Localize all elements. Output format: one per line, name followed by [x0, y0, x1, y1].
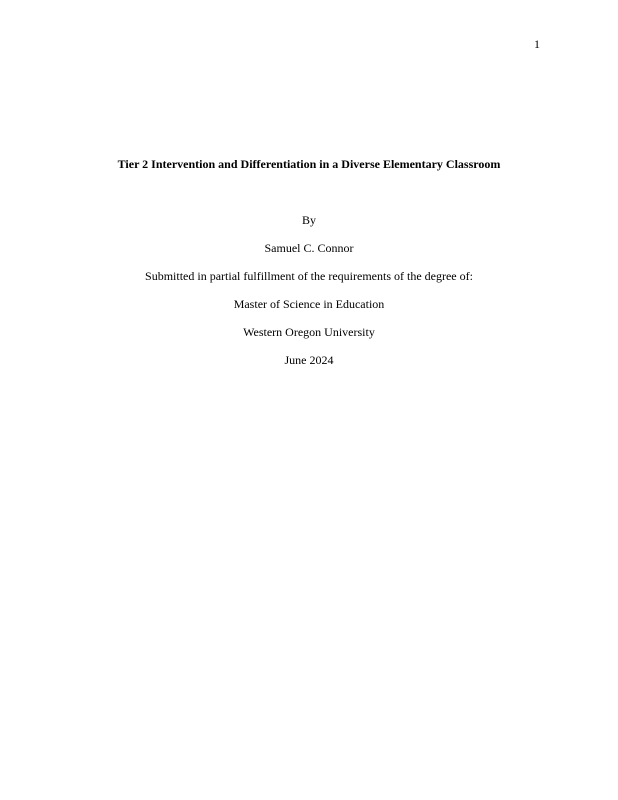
degree-name: Master of Science in Education — [233, 297, 385, 311]
thesis-title: Tier 2 Intervention and Differentiation in a Diverse Elementary Classroom — [117, 157, 501, 171]
submission-statement: Submitted in partial fulfillment of the requirements of the degree of: — [145, 269, 473, 283]
page-number: 1 — [534, 37, 540, 51]
author-name: Samuel C. Connor — [264, 241, 354, 255]
by-label: By — [301, 213, 316, 227]
university-name: Western Oregon University — [243, 325, 375, 339]
submission-date: June 2024 — [284, 353, 334, 367]
